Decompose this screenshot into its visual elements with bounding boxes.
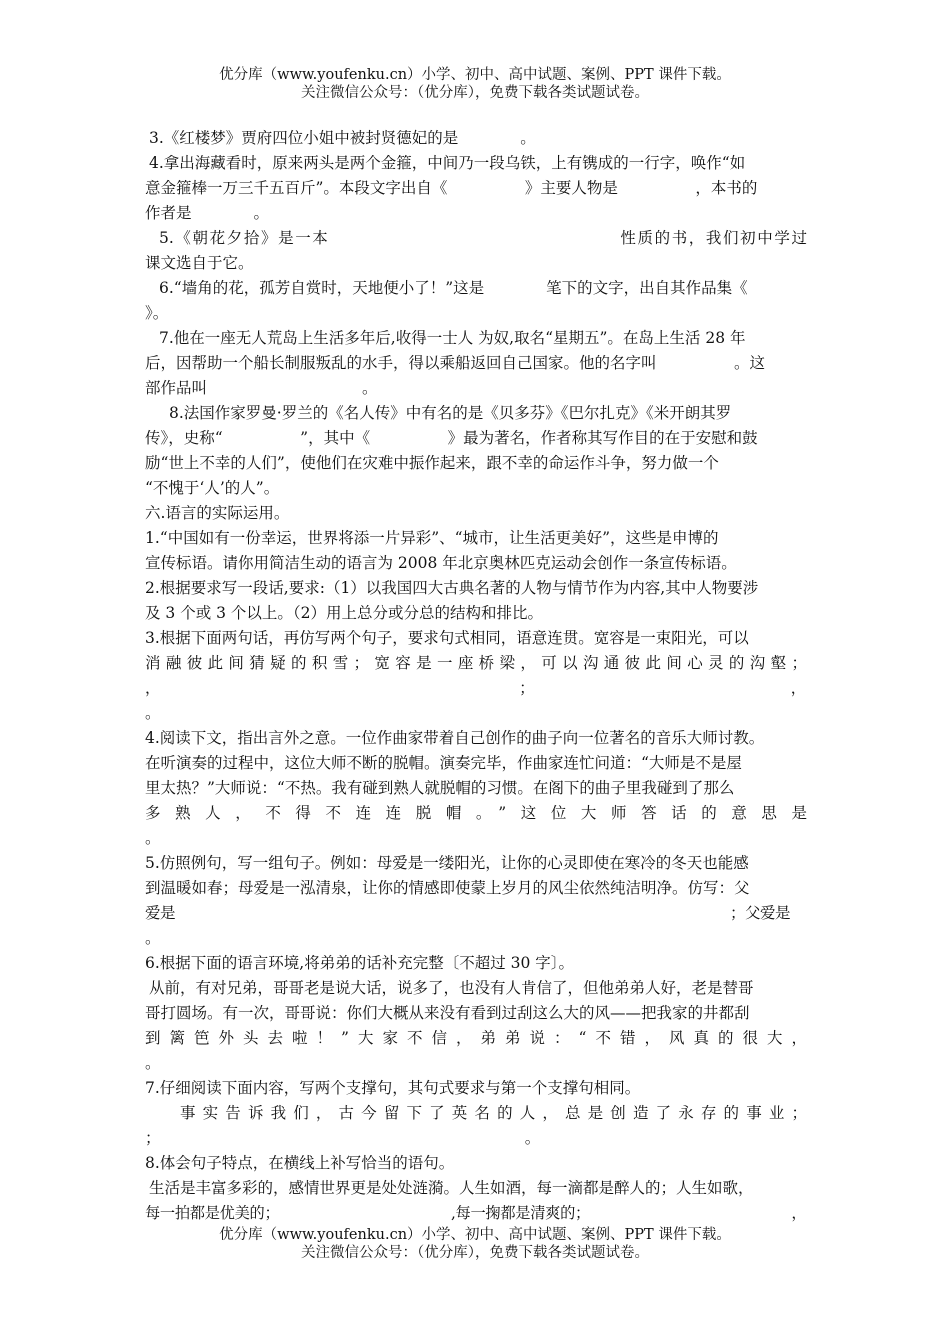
footer-line-2: 关注微信公众号：（优分库），免费下载各类试题试卷。 <box>301 1245 649 1261</box>
q4-line-1: 4.拿出海藏看时，原来两头是两个金箍，中间乃一段乌铁，上有镌成的一行字，唤作“如 <box>149 154 746 172</box>
s6-q2-line-1: 2.根据要求写一段话,要求:（1）以我国四大古典名著的人物与情节作为内容,其中人物要涉 <box>145 579 759 597</box>
section-six-heading: 六.语言的实际运用。 <box>145 504 290 522</box>
q7-line-2: 后，因帮助一个船长制服叛乱的水手，得以乘船返回自己国家。他的名字叫 。这 <box>145 354 766 372</box>
q5-line-1: 5.《朝花夕拾》是一本 性质的书，我们初中学过 <box>159 229 807 247</box>
s6-q7-line-1: 7.仔细阅读下面内容，写两个支撑句，其句式要求与第一个支撑句相同。 <box>145 1079 641 1097</box>
s6-q6-line-3: 哥打圆场。有一次，哥哥说：你们大概从来没有看到过刮这么大的风——把我家的井都刮 <box>145 1004 750 1022</box>
s6-q4-end: 。 <box>145 829 161 847</box>
s6-q3-end: 。 <box>145 704 161 722</box>
document-body <box>145 126 807 1226</box>
q4-line-2: 意金箍棒一万三千五百斤”。本段文字出自《 》主要人物是 ，本书的 <box>145 179 758 197</box>
s6-q3-line-1: 3.根据下面两句话，再仿写两个句子，要求句式相同，语意连贯。宽容是一束阳光，可以 <box>145 629 749 647</box>
q7-line-1: 7.他在一座无人荒岛上生活多年后,收得一士人 为奴,取名“星期五”。在岛上生活 28 年 <box>159 329 746 347</box>
q4-line-3: 作者是 。 <box>145 204 270 222</box>
s6-q6-line-4: 到篱笆外头去啦！”大家不信，弟弟说：“不错，风真的很大， <box>145 1029 807 1047</box>
s6-q3-answer-line: ， ； ， <box>145 679 806 697</box>
s6-q6-line-1: 6.根据下面的语言环境,将弟弟的话补充完整〔不超过 30 字〕。 <box>145 954 575 972</box>
header-line-2: 关注微信公众号：（优分库），免费下载各类试题试卷。 <box>301 85 649 101</box>
page-footer <box>0 1226 950 1262</box>
s6-q5-line-2: 到温暖如春；母爱是一泓清泉，让你的情感即使蒙上岁月的风尘依然纯洁明净。仿写：父 <box>145 879 750 897</box>
s6-q4-line-4: 多熟人，不得不连连脱帽。”这位大师答话的意思是 <box>145 804 807 822</box>
s6-q6-end: 。 <box>145 1054 161 1072</box>
q6-line-2: 》。 <box>145 304 169 322</box>
header-line-1: 优分库（www.youfenku.cn）小学、初中、高中试题、案例、PPT 课件下载。 <box>219 67 731 83</box>
s6-q8-line-1: 8.体会句子特点，在横线上补写恰当的语句。 <box>145 1154 455 1172</box>
q5-line-2: 课文选自于它。 <box>145 254 254 272</box>
s6-q5-line-1: 5.仿照例句，写一组句子。例如：母爱是一缕阳光，让你的心灵即使在寒冷的冬天也能感 <box>145 854 749 872</box>
s6-q3-line-2: 消融彼此间猜疑的积雪；宽容是一座桥梁，可以沟通彼此间心灵的沟壑； <box>145 654 807 672</box>
footer-line-1: 优分库（www.youfenku.cn）小学、初中、高中试题、案例、PPT 课件下载。 <box>219 1227 731 1243</box>
q3-line: 3.《红楼梦》贾府四位小姐中被封贤德妃的是 。 <box>149 129 536 147</box>
s6-q4-line-3: 里太热？”大师说：“不热。我有碰到熟人就脱帽的习惯。在阁下的曲子里我碰到了那么 <box>145 779 735 797</box>
s6-q2-line-2: 及 3 个或 3 个以上。（2）用上总分或分总的结构和排比。 <box>145 604 544 622</box>
page-header <box>0 66 950 102</box>
s6-q8-line-2: 生活是丰富多彩的，感情世界更是处处涟漪。人生如酒，每一滴都是醉人的；人生如歌， <box>149 1179 754 1197</box>
s6-q6-line-2: 从前，有对兄弟，哥哥老是说大话，说多了，也没有人肯信了，但他弟弟人好，老是替哥 <box>149 979 754 997</box>
q8-line-2: 传》，史称“ ”，其中《 》最为著名，作者称其写作目的在于安慰和鼓 <box>145 429 758 447</box>
s6-q4-line-2: 在听演奏的过程中，这位大师不断的脱帽。演奏完毕，作曲家连忙问道：“大师是不是屋 <box>145 754 742 772</box>
q8-line-3: 励“世上不幸的人们”，使他们在灾难中振作起来，跟不幸的命运作斗争，努力做一个 <box>145 454 719 472</box>
s6-q4-line-1: 4.阅读下文，指出言外之意。一位作曲家带着自己创作的曲子向一位著名的音乐大师讨教。 <box>145 729 765 747</box>
q6-line-1: 6.“墙角的花，孤芳自赏时，天地便小了！”这是 笔下的文字，出自其作品集《 <box>159 279 748 297</box>
q8-line-4: “不愧于‘人’的人”。 <box>145 479 280 497</box>
s6-q8-line-3: 每一拍都是优美的； ,每一掬都是清爽的； ， <box>145 1204 807 1222</box>
s6-q1-line-2: 宣传标语。请你用简洁生动的语言为 2008 年北京奥林匹克运动会创作一条宣传标语。 <box>145 554 737 572</box>
s6-q1-line-1: 1.“中国如有一份幸运，世界将添一片异彩”、“城市，让生活更美好”，这些是申博的 <box>145 529 719 547</box>
s6-q7-line-3: ； 。 <box>145 1129 541 1147</box>
q7-line-3: 部作品叫 。 <box>145 379 378 397</box>
q8-line-1: 8.法国作家罗曼·罗兰的《名人传》中有名的是《贝多芬》《巴尔扎克》《米开朗其罗 <box>169 404 732 422</box>
s6-q5-end: 。 <box>145 929 161 947</box>
s6-q7-line-2: 事实告诉我们，古今留下了英名的人，总是创造了永存的事业； <box>180 1104 807 1122</box>
s6-q5-line-3: 爱是 ；父爱是 <box>145 904 791 922</box>
